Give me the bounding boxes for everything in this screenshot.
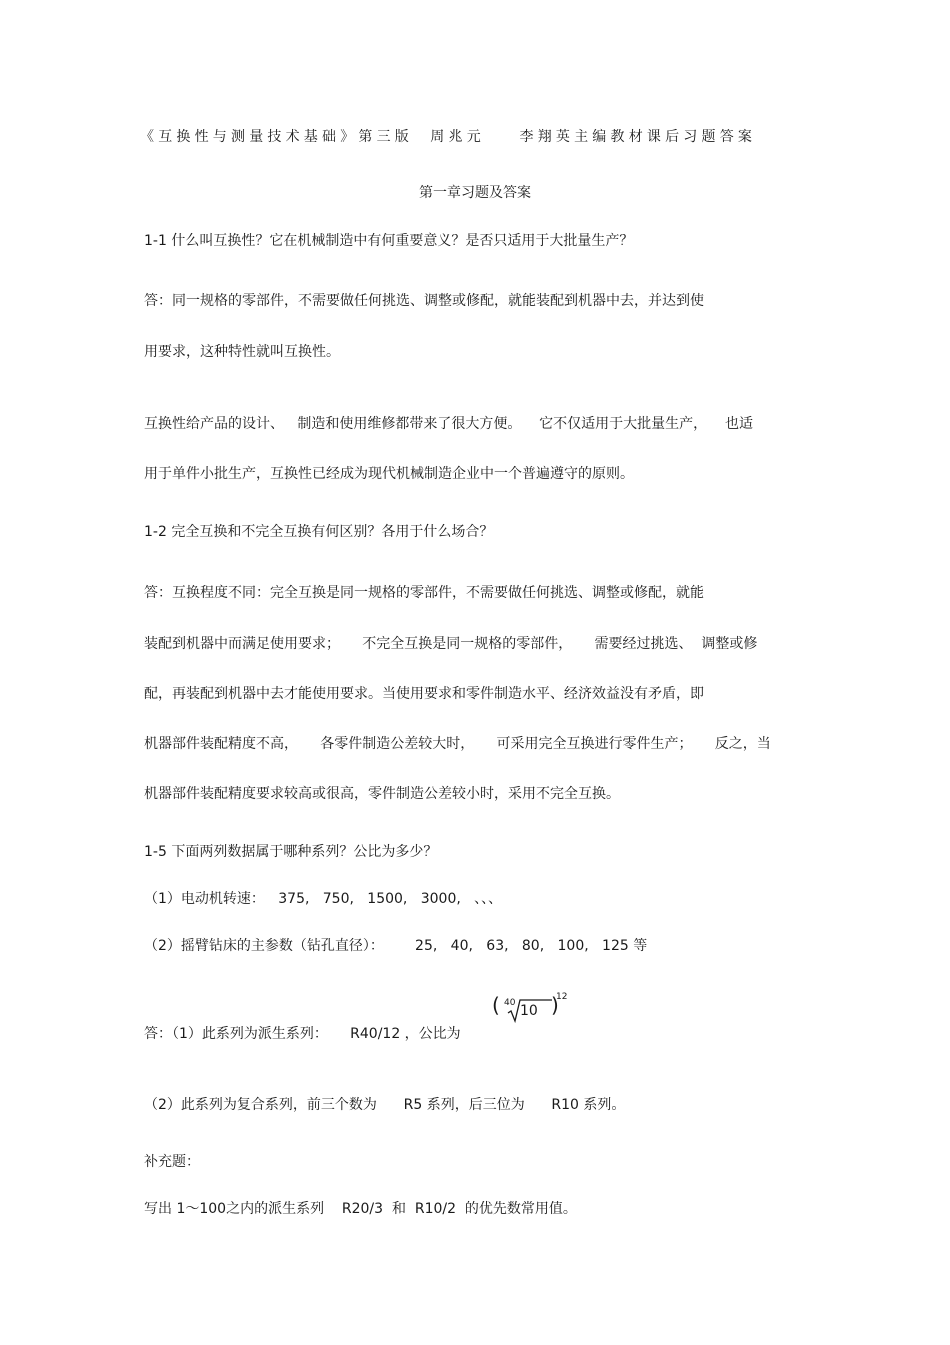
document-title: 《互换性与测量技术基础》第三版 周兆元 李翔英主编教材课后习题答案 bbox=[140, 129, 757, 145]
chapter-heading: 第一章习题及答案 bbox=[419, 185, 531, 201]
answer-1-2-line-2: 装配到机器中而满足使用要求； 不完全互换是同一规格的零部件， 需要经过挑选、 调整或修 bbox=[144, 636, 758, 652]
series-1: （1）电动机转速： 375, 750, 1500, 3000, 、、、 bbox=[144, 891, 503, 907]
supplement-question: 写出 1～100之内的派生系列 R20/3 和 R10/2 的优先数常用值。 bbox=[144, 1201, 577, 1217]
answer-1-2-line-1: 答：互换程度不同：完全互换是同一规格的零部件，不需要做任何挑选、调整或修配，就能 bbox=[144, 585, 704, 601]
question-1-2: 1-2 完全互换和不完全互换有何区别？各用于什么场合？ bbox=[144, 524, 494, 540]
answer-1-1-line-4: 用于单件小批生产，互换性已经成为现代机械制造企业中一个普遍遵守的原则。 bbox=[144, 466, 634, 482]
answer-1-5-line-2: （2）此系列为复合系列，前三个数为 R5 系列，后三位为 R10 系列。 bbox=[144, 1097, 626, 1113]
answer-1-1-line-2: 用要求，这种特性就叫互换性。 bbox=[144, 344, 340, 360]
formula-radicand: 10 bbox=[520, 1003, 538, 1019]
question-1-1: 1-1 什么叫互换性？它在机械制造中有何重要意义？是否只适用于大批量生产？ bbox=[144, 233, 634, 249]
formula-root-index: 40 bbox=[504, 998, 516, 1008]
answer-1-5-line-1: 答：（1）此系列为派生系列： R40/12 ，公比为 bbox=[144, 1026, 461, 1042]
answer-1-1-line-1: 答：同一规格的零部件，不需要做任何挑选、调整或修配，就能装配到机器中去，并达到使 bbox=[144, 293, 704, 309]
answer-1-2-line-5: 机器部件装配精度要求较高或很高，零件制造公差较小时，采用不完全互换。 bbox=[144, 786, 620, 802]
answer-1-2-line-3: 配，再装配到机器中去才能使用要求。当使用要求和零件制造水平、经济效益没有矛盾，即 bbox=[144, 686, 704, 702]
formula-left-paren: ( bbox=[492, 993, 500, 1017]
series-2: （2）摇臂钻床的主参数（钻孔直径）： 25, 40, 63, 80, 100, 125 等 bbox=[144, 938, 648, 954]
formula-right-paren: ) bbox=[551, 993, 559, 1017]
answer-1-2-line-4: 机器部件装配精度不高， 各零件制造公差较大时， 可采用完全互换进行零件生产； 反之，当 bbox=[144, 736, 771, 752]
question-1-5: 1-5 下面两列数据属于哪种系列？公比为多少？ bbox=[144, 844, 438, 860]
answer-1-1-line-3: 互换性给产品的设计、 制造和使用维修都带来了很大方便。 它不仅适用于大批量生产， 也适 bbox=[144, 416, 753, 432]
supplement-heading: 补充题： bbox=[144, 1154, 200, 1170]
ratio-formula bbox=[492, 990, 572, 1030]
formula-exponent: 12 bbox=[556, 992, 568, 1002]
